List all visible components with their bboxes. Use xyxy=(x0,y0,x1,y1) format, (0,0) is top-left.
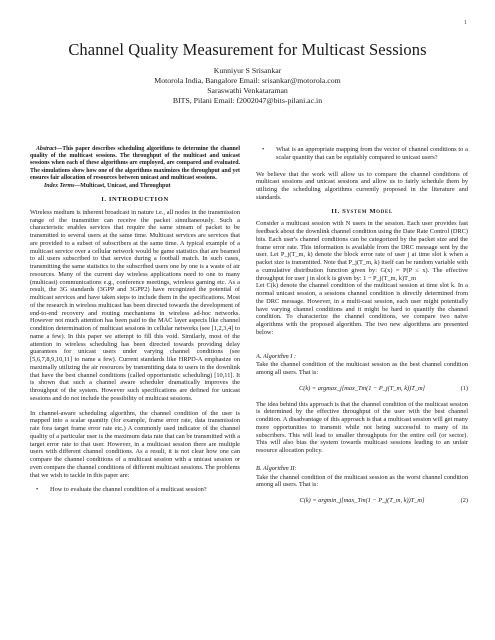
system-model-paragraph-1: Consider a multicast session with N users in the session. Each user provides fast feedback about the downlink channel condition using the Date Rate Control (DRC) bits. Each user's channel conditions can be categorized by the packet size and the frame error rate. This information is available from the DRC message sent by the user. Let P_j(T_m, k) denote the block error rate of user j at time slot k when a packet size is transmitted. Note that P_j(T_m, k) itself can be random variable with a cumulative distribution function given by: G(x) = P(P ≤ x). The effective throughput for user j in slot k is given by: 1 − P_j(T_m, k)T_m xyxy=(256,220,468,282)
left-column xyxy=(30,146,240,494)
author-affiliation-1: Motorola India, Bangalore Email: srisankar@motorola.com xyxy=(154,76,341,85)
abstract xyxy=(30,146,240,182)
equation-2 xyxy=(256,497,468,505)
right-column xyxy=(256,146,468,513)
intro-paragraph-2: In channel-aware scheduling algorithm, the channel condition of the user is mapped into a scalar quantity (for example, frame error rate, data transmission rate fora target frame error rate etc.) A commonly used indicator of the channel quality of a particular user is the maximum data rate that can be transmitted with a target error rate to that user. However, in a multicast session there are multiple users with different channel conditions. As a result, it is not clear how one can compare the channel conditions of a multicast session with a unicast session or even compare the channel conditions of different multicast sessions. The problems that we wish to tackle in this paper are: xyxy=(30,409,240,479)
section-heading-system-model: II. System Model xyxy=(331,207,393,215)
paper-title: Channel Quality Measurement for Multicast Sessions xyxy=(68,40,427,59)
index-terms-label: Index Terms xyxy=(44,183,75,190)
equation-2-number: (2) xyxy=(460,497,468,504)
intro-paragraph-3: We believe that the work will allow us to compare the channel conditions of multicast sessions and unicast sessions and allow us to fairly schedule them by utilizing the scheduling algorithms currently proposed in the literature and standards. xyxy=(256,170,468,201)
equation-2-body: C(k) = argmin_j[max_Tm(1 − P_j(T_m, k))T_m] xyxy=(299,497,425,504)
intro-paragraph-1: Wireless medium is inherent broadcast in nature i.e., all nodes in the transmission range of the transmitter can receive the packet simultaneously. Such a characteristic enables services that require the same stream of packet to be transmitted to several users at the same time. Multicast services are services that are provided to a subset of subscribers at the same time. A typical example of a multicast service over a cellular network would be game statistics that are beamed to all users subscribed to that service during a football match. In such cases, transmitting the same statistics to the subscribed users one by one is a waste of air resources. Many of the current day wireless applications need to one to many (multicast) communications e.g., conference meetings, wireless gaming etc. As a result, the 3G standards (3GPP and 3GPP2) have recognized the potential of multicast services and have taken steps to include them in the specifications. Most of the research in wireless multicast has been directed towards the development of end-to-end recovery and routing mechanisms in wireless ad-hoc networks. However not much attention has been paid to the MAC layer aspects like channel condition determination of multicast sessions in cellular networks (see [1,2,3,4] to name a few). In this paper we attempt to fill this void. Similarly, most of the attention in wireless scheduling has been directed towards providing delay guarantees for unicast users under varying channel conditions (see [5,6,7,8,9,10,11] to name a few). Current standards like HRPD-A emphasize on maximally utilizing the air resources by transmitting data to users in the downlink that have the best channel conditions (called opportunistic scheduling) [10,11]. It is shown that such a channel aware scheduler dramatically improves the throughput of the system. However such specifications are defined for unicast sessions and do not include the possibility of multicast sessions. xyxy=(30,208,240,402)
algorithm-1-heading: A. Algorithm I : xyxy=(256,352,297,360)
equation-1-number: (1) xyxy=(460,384,468,392)
equation-1-body: C(k) = argmax_j[max_Tm(1 − P_j(T_m, k))T_m] xyxy=(298,384,426,392)
author-name-2: Saraswathi Venkataraman xyxy=(207,86,288,95)
problem-list xyxy=(30,486,240,494)
abstract-text: —This paper describes scheduling algorithms to determine the channel quality of the multicast sessions. The throughput of the multicast and unicast sessions when each of these algorithms are employed, are compared and evaluated. The simulations show how one of the algorithms maximizes the throughput and yet ensures fair allocation of resources between unicast and multicast sessions. xyxy=(30,146,240,181)
index-terms xyxy=(30,183,240,190)
algorithm-1-intro: Take the channel condition of the multicast session as the best channel condition among all users. That is: xyxy=(256,361,468,376)
problem-list-item: • What is an appropriate mapping from the vector of channel conditions to a scalar quantity that can be equitably compared to unicast users? xyxy=(256,146,468,162)
system-model-paragraph-2: Let C(k) denote the channel condition of the multicast session at time slot k. In a normal unicast session, a sessions channel condition is directly determined from the DRC message. However, in a multi-cast session, each user might potentially have varying channel conditions and it might be hard to quantify the channel condition. To characterize the channel conditions, we compare two naive algorithms with the proposed algorithm. The two new algorithms are presented below: xyxy=(256,282,468,336)
algorithm-2-heading: B. Algorithm II: xyxy=(256,464,297,472)
section-heading-introduction: I. INTRODUCTION xyxy=(101,196,169,204)
author-name-1: Kunniyur S Srisankar xyxy=(213,66,282,75)
index-terms-text: —Multicast, Unicast, and Throughput xyxy=(74,183,171,190)
problem-list-continued xyxy=(256,146,468,162)
page-number: 1 xyxy=(464,20,467,26)
algorithm-2-intro: Take the channel condition of the multicast session as the worst channel condition among all users. That is: xyxy=(256,473,468,489)
author-affiliation-2: BITS, Pilani Email: f2002047@bits-pilani.ac.in xyxy=(172,96,323,105)
problem-list-item: • How to evaluate the channel condition of a multicast session? xyxy=(30,486,240,494)
equation-1 xyxy=(256,385,468,393)
abstract-label: Abstract xyxy=(36,146,57,152)
author-block xyxy=(0,66,495,106)
algorithm-1-body: The idea behind this approach is that the channel condition of the multicast session is determined by the effective throughput of the user with the best channel condition. A disadvantage of this approach is that a multicast session will get many more opportunities to transmit while not being successful to many of its subscribers. This will lead to smaller throughputs for the entire cell (or sector). This will also bias the system towards multicast sessions leading to an unfair resource allocation policy. xyxy=(256,400,468,454)
